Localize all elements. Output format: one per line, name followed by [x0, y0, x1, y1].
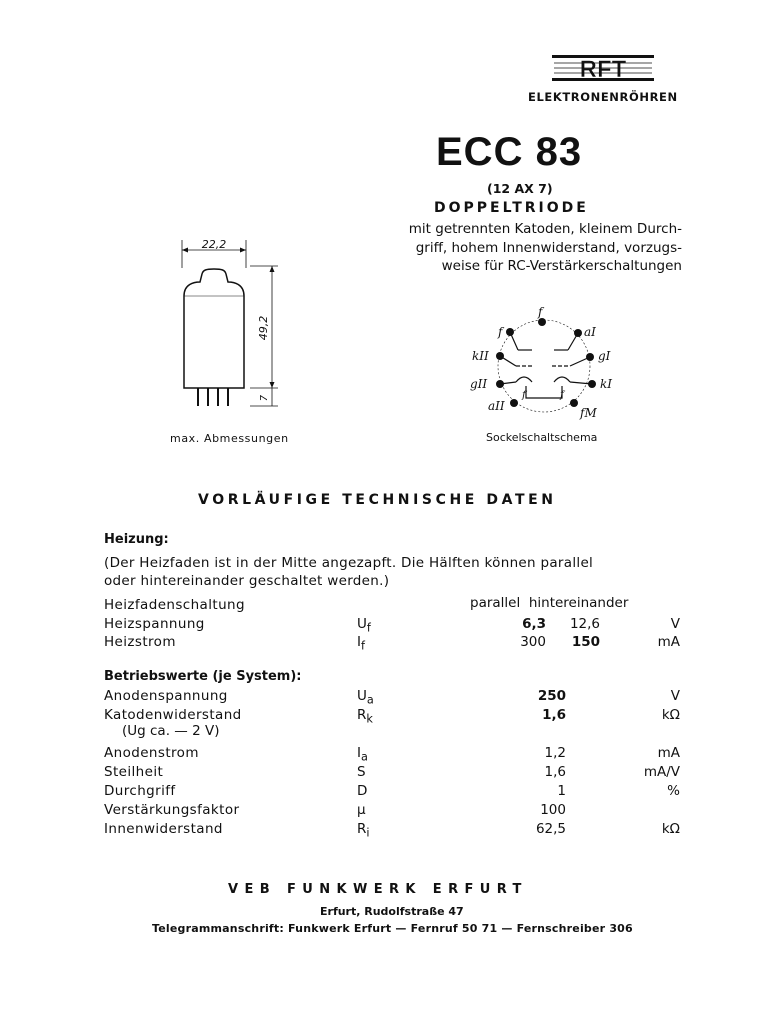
tube-outline-drawing — [170, 236, 290, 416]
heating-note-line: (Der Heizfaden ist in der Mitte angezapft. Die Hälften können parallel — [104, 555, 594, 571]
grid-voltage-note: (Ug ca. — 2 V) — [122, 723, 220, 739]
pin-label: f — [560, 390, 564, 401]
manufacturer-address: Erfurt, Rudolfstraße 47 — [320, 905, 464, 918]
operating-row — [104, 802, 684, 820]
param-value-series: 12,6 — [569, 616, 600, 632]
pin-label: f — [538, 305, 543, 319]
col-series: hintereinander — [528, 595, 629, 611]
param-symbol: μ — [357, 802, 366, 818]
param-value: 1,6 — [544, 764, 566, 780]
param-label: Heizfadenschaltung — [104, 597, 245, 613]
heating-row — [104, 634, 684, 652]
alt-type: (12 AX 7) — [487, 181, 553, 196]
operating-row — [104, 821, 684, 839]
param-symbol: $I_f$ — [357, 634, 365, 653]
param-value-parallel: 6,3 — [522, 616, 546, 632]
drawing-caption: max. Abmessungen — [170, 432, 289, 445]
pin-label: f — [522, 390, 526, 401]
param-label: Innenwiderstand — [104, 821, 223, 837]
operating-row — [104, 745, 684, 763]
heating-heading: Heizung: — [104, 532, 169, 547]
manufacturer: VEB FUNKWERK ERFURT — [228, 882, 528, 897]
param-label: Anodenspannung — [104, 688, 228, 704]
pin-label: kII — [472, 349, 489, 363]
pin-label: fM — [580, 406, 597, 420]
param-unit: % — [667, 783, 680, 799]
param-label: Heizstrom — [104, 634, 176, 650]
param-symbol: D — [357, 783, 368, 799]
param-value: 62,5 — [535, 821, 566, 837]
pin-label: gI — [598, 349, 611, 363]
operating-row — [104, 783, 684, 801]
pin-label: gII — [470, 377, 488, 391]
description-line: griff, hohem Innenwiderstand, vorzugs- — [415, 239, 682, 256]
param-symbol: $R_i$ — [357, 821, 370, 840]
param-label: Heizspannung — [104, 616, 205, 632]
param-symbol: $U_a$ — [357, 688, 374, 707]
manufacturer-contact: Telegrammanschrift: Funkwerk Erfurt — Fernruf 50 71 — Fernschreiber 306 — [152, 922, 633, 935]
heating-row — [104, 616, 684, 634]
param-symbol: $I_a$ — [357, 745, 368, 764]
tube-type-title: ECC 83 — [436, 130, 583, 174]
param-unit: mA — [657, 634, 680, 650]
base-connection-diagram — [466, 300, 626, 430]
param-label: Durchgriff — [104, 783, 176, 799]
heating-note-line: oder hintereinander geschaltet werden.) — [104, 573, 390, 589]
description — [352, 220, 682, 276]
param-symbol: $U_f$ — [357, 616, 371, 635]
col-parallel: parallel — [470, 595, 521, 611]
param-unit: V — [670, 616, 680, 632]
param-unit: kΩ — [661, 707, 680, 723]
section-title: VORLÄUFIGE TECHNISCHE DATEN — [198, 492, 557, 508]
description-line: weise für RC-Verstärkerschaltungen — [441, 258, 682, 274]
pin-label: kI — [600, 377, 613, 391]
param-unit: mA — [657, 745, 680, 761]
param-symbol: S — [357, 764, 366, 780]
rft-logo — [548, 52, 658, 84]
param-label: Katodenwiderstand — [104, 707, 242, 723]
param-value: 1,6 — [542, 707, 566, 723]
param-value: 1 — [557, 783, 566, 799]
svg-text:RFT: RFT — [579, 56, 627, 83]
param-unit: kΩ — [661, 821, 680, 837]
param-value-series: 150 — [571, 634, 600, 650]
param-value: 1,2 — [544, 745, 566, 761]
tube-kind: DOPPELTRIODE — [434, 200, 589, 216]
pin-label: aI — [584, 325, 596, 339]
param-symbol: $R_k$ — [357, 707, 373, 726]
param-value-parallel: 300 — [520, 634, 546, 650]
height-dimension: 49,2 — [257, 315, 270, 341]
param-value: 250 — [537, 688, 566, 704]
operating-heading: Betriebswerte (je System): — [104, 669, 302, 684]
operating-row — [104, 688, 684, 706]
param-unit: V — [670, 688, 680, 704]
param-label: Verstärkungsfaktor — [104, 802, 240, 818]
operating-row — [104, 764, 684, 782]
width-dimension: 22,2 — [201, 238, 227, 251]
param-unit: mA/V — [643, 764, 680, 780]
heating-note — [104, 554, 684, 590]
pin-label: f — [498, 325, 503, 339]
base-diagram-caption: Sockelschaltschema — [486, 431, 598, 444]
param-label: Steilheit — [104, 764, 164, 780]
param-value: 100 — [540, 802, 566, 818]
heating-row — [104, 597, 684, 615]
pin-label: aII — [488, 399, 505, 413]
company-line: ELEKTRONENRÖHREN — [528, 90, 678, 104]
pin-dimension: 7 — [259, 394, 270, 402]
param-label: Anodenstrom — [104, 745, 199, 761]
description-line: mit getrennten Katoden, kleinem Durch- — [408, 221, 682, 237]
